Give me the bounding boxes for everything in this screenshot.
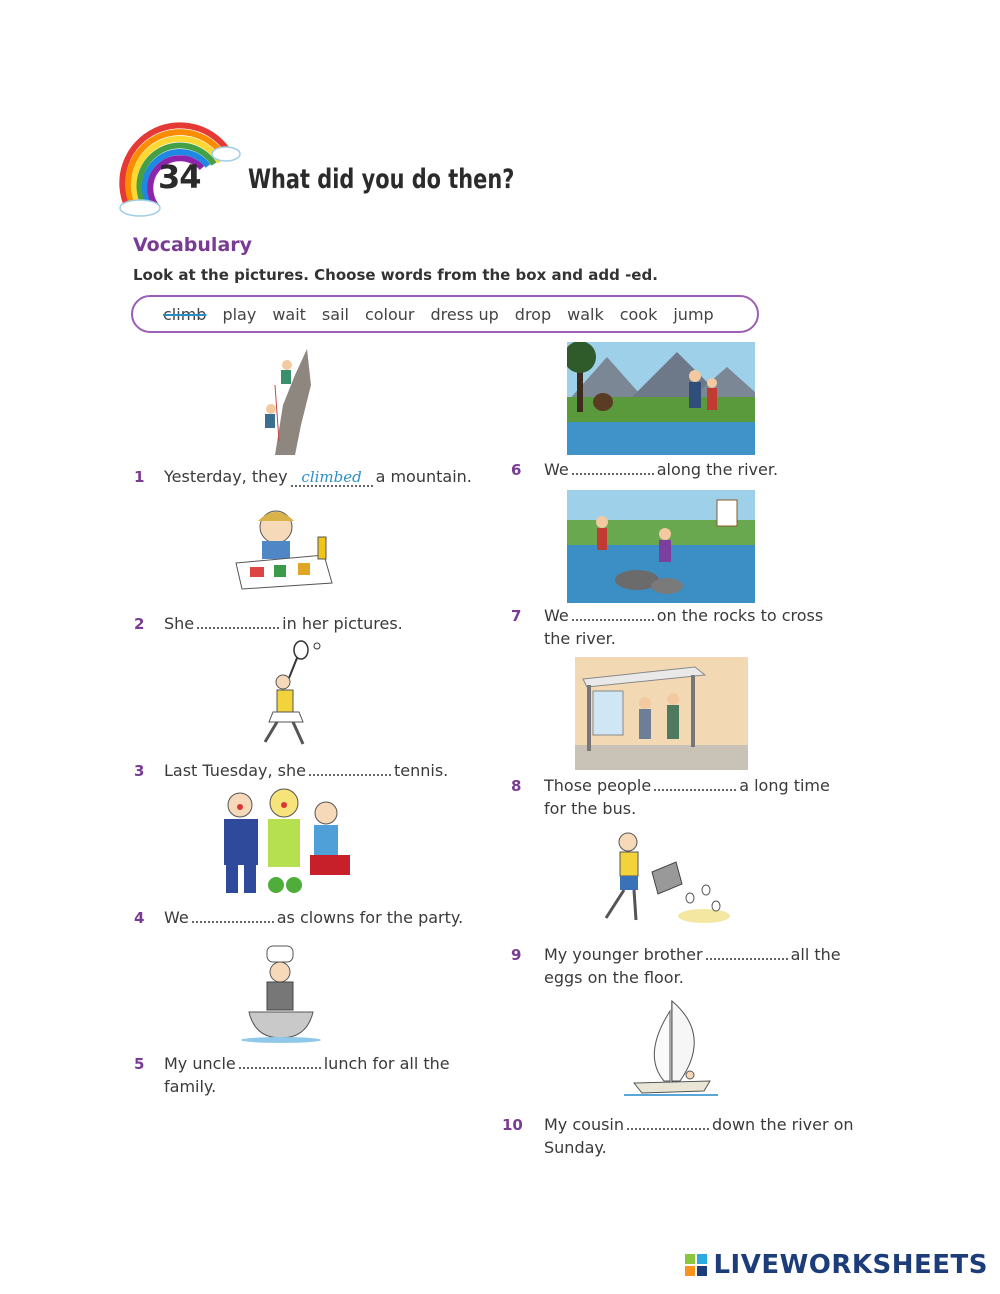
question-8 (511, 776, 830, 818)
jumping-rocks-picture (567, 490, 755, 603)
question-text: down the river on (712, 1115, 854, 1134)
question-number: 3 (134, 762, 145, 780)
question-text: Yesterday, they (164, 467, 288, 486)
word-wait: wait (272, 304, 306, 324)
word-drop: drop (514, 304, 552, 324)
logo-text: LIVEWORKSHEETS (713, 1250, 988, 1280)
answer-field[interactable] (239, 1053, 321, 1069)
question-text: We (544, 460, 569, 479)
question-number: 5 (134, 1055, 145, 1073)
answer-field[interactable] (654, 775, 736, 791)
question-text: tennis. (394, 761, 449, 780)
question-text-line2: the river. (544, 629, 616, 648)
question-5 (134, 1054, 450, 1096)
word-walk: walk (567, 304, 604, 324)
question-text-line2: eggs on the floor. (544, 968, 684, 987)
question-text: on the rocks to cross (656, 606, 824, 625)
clowns-picture (210, 785, 355, 897)
question-text: My younger brother (544, 945, 703, 964)
bus-stop-picture (575, 657, 748, 770)
walking-river-picture (567, 342, 755, 455)
instructions: Look at the pictures. Choose words from the box and add -ed. (133, 266, 658, 284)
dropped-eggs-picture (592, 828, 737, 934)
question-text-line2: Sunday. (544, 1138, 607, 1157)
question-text: as clowns for the party. (276, 908, 464, 927)
question-text: in her pictures. (282, 614, 403, 633)
answer-field[interactable] (572, 605, 654, 621)
question-text: We (164, 908, 189, 927)
question-4 (134, 908, 464, 927)
question-text-line2: for the bus. (544, 799, 637, 818)
answer-field[interactable]: climbed (291, 469, 373, 487)
unit-number: 34 (158, 158, 201, 196)
question-number: 6 (511, 461, 522, 479)
question-text: Last Tuesday, she (164, 761, 306, 780)
question-text: lunch for all the (323, 1054, 450, 1073)
answer-field[interactable] (572, 459, 654, 475)
question-2 (134, 614, 403, 633)
question-number: 1 (134, 468, 145, 486)
question-text: a long time (739, 776, 830, 795)
answer-field[interactable] (706, 944, 788, 960)
question-number: 8 (511, 777, 522, 795)
question-text: Those people (544, 776, 652, 795)
word-cook: cook (619, 304, 658, 324)
word-climb: climb (163, 304, 207, 324)
section-heading: Vocabulary (133, 234, 253, 256)
question-number: 2 (134, 615, 145, 633)
answer-field[interactable] (192, 907, 274, 923)
climbing-picture (245, 345, 315, 457)
page-title: What did you do then? (248, 164, 515, 195)
answer-field[interactable] (309, 760, 391, 776)
question-text: all the (790, 945, 841, 964)
question-text: along the river. (656, 460, 779, 479)
logo-grid-icon (685, 1254, 707, 1276)
answer-field[interactable] (627, 1114, 709, 1130)
sailing-picture (620, 995, 720, 1100)
question-number: 10 (502, 1116, 523, 1134)
question-text: a mountain. (375, 467, 472, 486)
question-7 (511, 606, 824, 648)
liveworksheets-logo (685, 1250, 988, 1280)
tennis-picture (255, 638, 325, 750)
question-6 (511, 460, 779, 479)
question-3 (134, 761, 449, 780)
question-1 (134, 467, 472, 486)
word-colour: colour (364, 304, 415, 324)
colouring-picture (228, 503, 338, 591)
question-number: 9 (511, 946, 522, 964)
word-jump: jump (673, 304, 714, 324)
question-text: She (164, 614, 195, 633)
question-text: My uncle (164, 1054, 236, 1073)
word-sail: sail (321, 304, 349, 324)
question-text: We (544, 606, 569, 625)
word-box (131, 295, 759, 333)
question-10 (502, 1115, 854, 1157)
word-play: play (222, 304, 257, 324)
word-dress-up: dress up (430, 304, 499, 324)
question-number: 7 (511, 607, 522, 625)
question-text-line2: family. (164, 1077, 217, 1096)
cooking-picture (237, 942, 325, 1044)
question-text: My cousin (544, 1115, 625, 1134)
answer-field[interactable] (197, 613, 279, 629)
question-number: 4 (134, 909, 145, 927)
question-9 (511, 945, 841, 987)
